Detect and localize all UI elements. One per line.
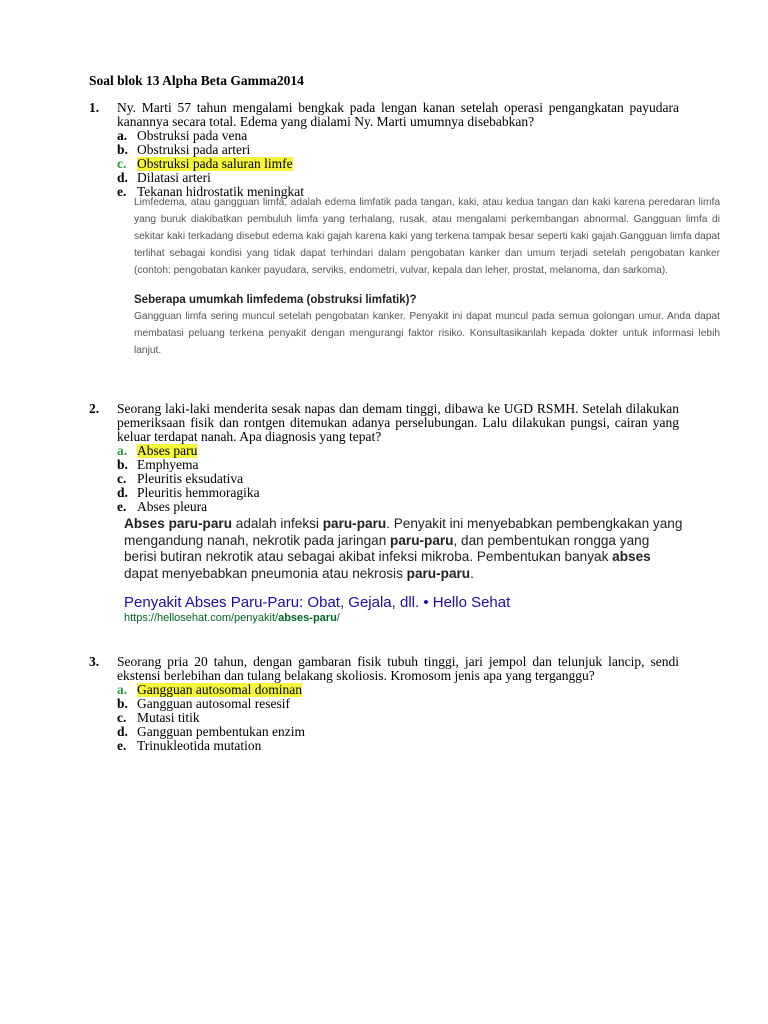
option-letter: d. bbox=[117, 170, 128, 185]
option-c bbox=[117, 711, 679, 725]
option-c bbox=[117, 472, 679, 486]
option-e bbox=[117, 500, 679, 514]
url-segment: / bbox=[336, 612, 340, 624]
options-list bbox=[117, 129, 679, 199]
text-segment: dapat menyebabkan pneumonia atau nekrosis bbox=[124, 565, 407, 581]
option-letter: e. bbox=[117, 499, 127, 514]
option-b bbox=[117, 143, 679, 157]
option-c-correct bbox=[117, 157, 679, 171]
option-letter: a. bbox=[117, 682, 128, 697]
option-letter: d. bbox=[117, 485, 128, 500]
option-text: Obstruksi pada arteri bbox=[137, 142, 251, 157]
option-a-correct bbox=[117, 444, 679, 458]
option-text: Mutasi titik bbox=[137, 710, 200, 725]
option-b bbox=[117, 697, 679, 711]
option-text-highlighted: Abses paru bbox=[137, 443, 198, 458]
option-text: Obstruksi pada vena bbox=[137, 128, 248, 143]
option-letter: a. bbox=[117, 443, 128, 458]
question-1 bbox=[89, 101, 679, 199]
explanation-paragraph: Limfedema, atau gangguan limfa, adalah edema limfatik pada tangan, kaki, atau kedua tangan dan kaki karena peredaran limfa yang buruk diakibatkan pembuluh limfa yang terhalang, rusak, atau mengalami perkembangan abnormal. Gangguan limfa di sekitar kaki terkadang disebut edema kaki gajah karena kaki yang terkena tampak besar seperti kaki gajah.Gangguan limfa dapat terlihat sebagai kondisi yang tidak dapat terhindari dalam pengobatan kanker dan umum terjadi setelah pengobatan kanker (contoh: pengobatan kanker payudara, serviks, endometri, vulvar, kepala dan leher, prostat, melanoma, dan sarkoma). bbox=[134, 197, 720, 276]
option-text: Tekanan hidrostatik meningkat bbox=[137, 184, 305, 199]
option-text-highlighted: Gangguan autosomal dominan bbox=[137, 682, 302, 697]
option-text: Gangguan autosomal resesif bbox=[137, 696, 290, 711]
option-letter: b. bbox=[117, 696, 128, 711]
option-letter: c. bbox=[117, 471, 127, 486]
text-segment: adalah infeksi bbox=[232, 516, 323, 531]
option-b bbox=[117, 458, 679, 472]
term-bold: abses bbox=[612, 549, 651, 564]
question-2 bbox=[89, 402, 679, 514]
explanation-2 bbox=[124, 516, 684, 625]
text-segment: . bbox=[470, 565, 474, 581]
explanation-1 bbox=[134, 194, 720, 359]
option-letter: c. bbox=[117, 710, 127, 725]
question-text: Seorang pria 20 tahun, dengan gambaran fisik tubuh tinggi, jari jempol dan telunjuk lancip, sendi ekstensi berlebihan dan tulang belakang skoliosis. Kromosom jenis apa yang terganggu? bbox=[117, 654, 679, 683]
term-bold: paru-paru bbox=[406, 565, 471, 581]
option-text: Pleuritis eksudativa bbox=[137, 471, 244, 486]
option-a bbox=[117, 129, 679, 143]
explanation-paragraph-2: Gangguan limfa sering muncul setelah pengobatan kanker. Penyakit ini dapat muncul pada semua golongan umur. Anda dapat membatasi peluang terkena penyakit dengan mengurangi faktor risiko. Konsultasikanlah kepada dokter untuk informasi lebih lanjut. bbox=[134, 311, 720, 356]
text-segment: , dan pembentukan rongga yang berisi butiran nekrotik atau sebagai akibat infeksi mikroba. Pembentukan banyak bbox=[124, 532, 650, 564]
options-list bbox=[117, 683, 679, 753]
explanation-paragraph bbox=[124, 516, 684, 582]
option-text: Abses pleura bbox=[137, 499, 208, 514]
url-segment: https://hellosehat.com/penyakit/ bbox=[124, 612, 279, 624]
option-d bbox=[117, 171, 679, 185]
source-link-title[interactable]: Penyakit Abses Paru-Paru: Obat, Gejala, dll. • Hello Sehat bbox=[124, 594, 511, 611]
question-text: Ny. Marti 57 tahun mengalami bengkak pada lengan kanan setelah operasi pengangkatan payudara kanannya secara total. Edema yang dialami Ny. Marti umumnya disebabkan? bbox=[117, 100, 679, 129]
options-list bbox=[117, 444, 679, 514]
term-bold: paru-paru bbox=[322, 516, 387, 531]
option-d bbox=[117, 725, 679, 739]
option-text: Trinukleotida mutation bbox=[137, 738, 262, 753]
option-a-correct bbox=[117, 683, 679, 697]
option-text: Dilatasi arteri bbox=[137, 170, 211, 185]
term-bold: Abses paru-paru bbox=[124, 516, 233, 531]
option-text: Pleuritis hemmoragika bbox=[137, 485, 260, 500]
option-letter: c. bbox=[117, 156, 127, 171]
question-number: 1. bbox=[89, 100, 100, 115]
option-letter: b. bbox=[117, 457, 128, 472]
option-text-highlighted: Obstruksi pada saluran limfe bbox=[137, 156, 293, 171]
option-d bbox=[117, 486, 679, 500]
question-text: Seorang laki-laki menderita sesak napas dan demam tinggi, dibawa ke UGD RSMH. Setelah dilakukan pemeriksaan fisik dan rontgen ditemukan adanya perselubungan. Lalu dilakukan pungsi, cairan yang keluar terdapat nanah. Apa diagnosis yang tepat? bbox=[117, 401, 679, 444]
text-segment: . Penyakit ini menyebabkan pembengkakan yang mengandung nanah, nekrotik pada jaringan bbox=[124, 516, 683, 548]
option-letter: b. bbox=[117, 142, 128, 157]
document-title: Soal blok 13 Alpha Beta Gamma2014 bbox=[89, 73, 304, 88]
option-text: Gangguan pembentukan enzim bbox=[137, 724, 305, 739]
url-segment-bold: abses-paru bbox=[278, 612, 337, 624]
term-bold: paru-paru bbox=[390, 532, 454, 548]
option-letter: e. bbox=[117, 738, 127, 753]
question-number: 3. bbox=[89, 654, 100, 669]
question-number: 2. bbox=[89, 401, 100, 416]
option-letter: a. bbox=[117, 128, 128, 143]
option-e bbox=[117, 739, 679, 753]
option-letter: e. bbox=[117, 184, 127, 199]
question-3 bbox=[89, 655, 679, 753]
option-text: Emphyema bbox=[137, 457, 199, 472]
option-letter: d. bbox=[117, 724, 128, 739]
explanation-heading: Seberapa umumkah limfedema (obstruksi limfatik)? bbox=[134, 294, 417, 306]
source-link-url[interactable] bbox=[124, 611, 684, 625]
